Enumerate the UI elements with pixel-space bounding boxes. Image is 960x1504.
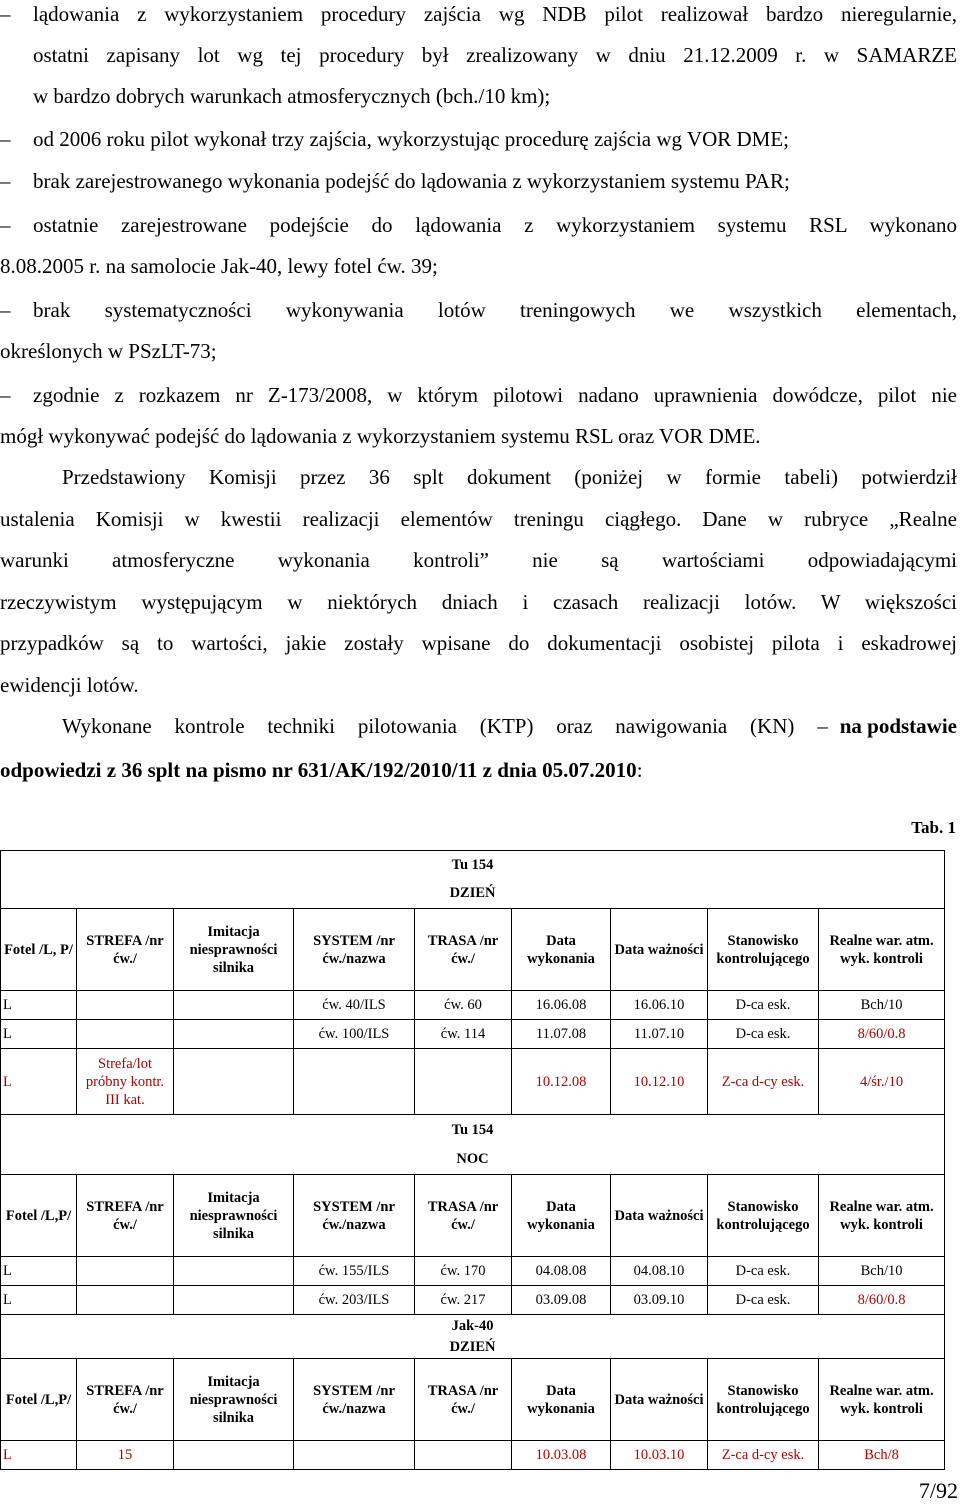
bullet-line: od 2006 roku pilot wykonał trzy zajścia, wykorzystując procedurę zajścia wg VOR DME;: [33, 127, 789, 151]
dash-glyph: –: [0, 213, 11, 237]
header-trasa: TRASA /nr ćw./: [415, 1359, 512, 1441]
cell: [415, 1049, 512, 1115]
header-trasa: TRASA /nr ćw./: [415, 1175, 512, 1257]
bullet-line: lądowania z wykorzystaniem procedury zajścia wg NDB pilot realizował bardzo nieregularnie,: [33, 2, 957, 26]
cell: ćw. 114: [415, 1020, 512, 1049]
header-system: SYSTEM /nr ćw./nazwa: [294, 909, 415, 991]
cell: [294, 1049, 415, 1115]
header-data-waznosci: Data ważności: [611, 1175, 708, 1257]
header-strefa: STREFA /nr ćw./: [77, 909, 174, 991]
cell: L: [1, 1441, 77, 1470]
cell: Z-ca d-cy esk.: [708, 1049, 819, 1115]
cell: 11.07.08: [512, 1020, 611, 1049]
header-realne-war: Realne war. atm. wyk. kontroli: [819, 1175, 945, 1257]
header-data-waznosci: Data ważności: [611, 909, 708, 991]
table-row: [1, 1441, 945, 1470]
bullet-line: w bardzo dobrych warunkach atmosferycznych (bch./10 km);: [33, 84, 551, 108]
cell: [174, 1286, 294, 1315]
header-data-wykonania: Data wykonania: [512, 1175, 611, 1257]
header-row: [1, 1359, 945, 1441]
header-system: SYSTEM /nr ćw./nazwa: [294, 1175, 415, 1257]
cell: [174, 1441, 294, 1470]
cell: [415, 1441, 512, 1470]
cell: 16.06.10: [611, 991, 708, 1020]
bullet-line: określonych w PSzLT-73;: [0, 339, 217, 363]
header-data-wykonania: Data wykonania: [512, 909, 611, 991]
paragraph-line: ewidencji lotów.: [0, 673, 139, 697]
section-aircraft: Tu 154: [1, 1115, 945, 1145]
cell: 03.09.08: [512, 1286, 611, 1315]
cell: Bch/10: [819, 991, 945, 1020]
table-caption: Tab. 1: [911, 818, 956, 837]
cell: [77, 991, 174, 1020]
header-imitacja: Imitacja niesprawności silnika: [174, 909, 294, 991]
paragraph-line: przypadków są to wartości, jakie zostały wpisane do dokumentacji osobistej pilota i eskadrowej: [0, 631, 957, 655]
cell: [174, 1049, 294, 1115]
table-row: [1, 991, 945, 1020]
dash-glyph: –: [0, 2, 11, 26]
bullet-line: ostatnie zarejestrowane podejście do lądowania z wykorzystaniem systemu RSL wykonano: [33, 213, 957, 237]
bullet-line: brak zarejestrowanego wykonania podejść do lądowania z wykorzystaniem systemu PAR;: [33, 169, 790, 193]
cell: ćw. 203/ILS: [294, 1286, 415, 1315]
cell: 16.06.08: [512, 991, 611, 1020]
ktp-colon: :: [636, 758, 643, 782]
cell: 04.08.08: [512, 1257, 611, 1286]
cell: [77, 1020, 174, 1049]
ktp-bold-text: na podstawie: [839, 714, 957, 738]
cell: ćw. 60: [415, 991, 512, 1020]
cell: 10.03.10: [611, 1441, 708, 1470]
cell: 10.03.08: [512, 1441, 611, 1470]
header-fotel: Fotel /L,P/: [1, 1359, 77, 1441]
training-table: [0, 850, 945, 1470]
cell: 11.07.10: [611, 1020, 708, 1049]
ktp-line-1: [62, 714, 957, 739]
cell: [174, 1257, 294, 1286]
header-strefa: STREFA /nr ćw./: [77, 1175, 174, 1257]
table-row: [1, 1020, 945, 1049]
paragraph-line: ustalenia Komisji w kwestii realizacji elementów treningu ciągłego. Dane w rubryce „Realne: [0, 507, 957, 531]
cell: [174, 1020, 294, 1049]
header-realne-war: Realne war. atm. wyk. kontroli: [819, 1359, 945, 1441]
header-trasa: TRASA /nr ćw./: [415, 909, 512, 991]
cell: ćw. 155/ILS: [294, 1257, 415, 1286]
header-stanowisko: Stanowisko kontrolującego: [708, 909, 819, 991]
bullet-line: zgodnie z rozkazem nr Z-173/2008, w którym pilotowi nadano uprawnienia dowódcze, pilot nie: [33, 383, 957, 407]
table-row: [1, 1286, 945, 1315]
cell: [294, 1441, 415, 1470]
header-imitacja: Imitacja niesprawności silnika: [174, 1359, 294, 1441]
bullet-item: [0, 0, 960, 117]
cell: D-ca esk.: [708, 1286, 819, 1315]
cell: L: [1, 1286, 77, 1315]
header-fotel: Fotel /L,P/: [1, 1175, 77, 1257]
cell: 8/60/0.8: [819, 1020, 945, 1049]
cell: D-ca esk.: [708, 1257, 819, 1286]
cell: Strefa/lot próbny kontr. III kat.: [77, 1049, 174, 1115]
header-data-wykonania: Data wykonania: [512, 1359, 611, 1441]
cell: [77, 1257, 174, 1286]
header-row: [1, 1175, 945, 1257]
dash-glyph: –: [0, 383, 11, 407]
section-time: DZIEŃ: [1, 1337, 945, 1359]
section-aircraft: Tu 154: [1, 851, 945, 879]
header-realne-war: Realne war. atm. wyk. kontroli: [819, 909, 945, 991]
dash-glyph: –: [0, 298, 11, 322]
section-time: NOC: [1, 1145, 945, 1175]
cell: D-ca esk.: [708, 1020, 819, 1049]
cell: 10.12.08: [512, 1049, 611, 1115]
header-system: SYSTEM /nr ćw./nazwa: [294, 1359, 415, 1441]
cell: 4/śr./10: [819, 1049, 945, 1115]
cell: L: [1, 1257, 77, 1286]
cell: Bch/8: [819, 1441, 945, 1470]
header-row: [1, 909, 945, 991]
cell: ćw. 170: [415, 1257, 512, 1286]
cell: Z-ca d-cy esk.: [708, 1441, 819, 1470]
paragraph-line: rzeczywistym występującym w niektórych dniach i czasach realizacji lotów. W większości: [0, 590, 957, 614]
cell: 04.08.10: [611, 1257, 708, 1286]
ktp-normal-text: Wykonane kontrole techniki pilotowania (KTP) oraz nawigowania (KN) –: [62, 714, 828, 738]
bullet-line: brak systematyczności wykonywania lotów treningowych we wszystkich elementach,: [33, 298, 957, 322]
cell: [174, 991, 294, 1020]
cell: Bch/10: [819, 1257, 945, 1286]
cell: L: [1, 1020, 77, 1049]
cell: ćw. 100/ILS: [294, 1020, 415, 1049]
header-data-waznosci: Data ważności: [611, 1359, 708, 1441]
cell: L: [1, 991, 77, 1020]
cell: 8/60/0.8: [819, 1286, 945, 1315]
header-fotel: Fotel /L, P/: [1, 909, 77, 991]
header-stanowisko: Stanowisko kontrolującego: [708, 1175, 819, 1257]
bullet-line: 8.08.2005 r. na samolocie Jak-40, lewy fotel ćw. 39;: [0, 254, 438, 278]
bullet-line: ostatni zapisany lot wg tej procedury był zrealizowany w dniu 21.12.2009 r. w SAMARZE: [33, 43, 957, 67]
section-aircraft: Jak-40: [1, 1315, 945, 1337]
dash-glyph: –: [0, 127, 11, 151]
cell: 03.09.10: [611, 1286, 708, 1315]
header-imitacja: Imitacja niesprawności silnika: [174, 1175, 294, 1257]
dash-glyph: –: [0, 169, 11, 193]
cell: [77, 1286, 174, 1315]
page-number: 7/92: [918, 1478, 958, 1503]
cell: L: [1, 1049, 77, 1115]
ktp-line-2: [0, 758, 643, 783]
cell: ćw. 217: [415, 1286, 512, 1315]
ktp-bold-reference: odpowiedzi z 36 splt na pismo nr 631/AK/192/2010/11 z dnia 05.07.2010: [0, 758, 637, 782]
cell: 15: [77, 1441, 174, 1470]
header-strefa: STREFA /nr ćw./: [77, 1359, 174, 1441]
table-row: [1, 1049, 945, 1115]
bullet-line: mógł wykonywać podejść do lądowania z wykorzystaniem systemu RSL oraz VOR DME.: [0, 424, 761, 448]
header-stanowisko: Stanowisko kontrolującego: [708, 1359, 819, 1441]
cell: 10.12.10: [611, 1049, 708, 1115]
paragraph-line: Przedstawiony Komisji przez 36 splt dokument (poniżej w formie tabeli) potwierdził: [62, 465, 957, 489]
paragraph-line: warunki atmosferyczne wykonania kontroli” nie są wartościami odpowiadającymi: [0, 548, 957, 572]
cell: D-ca esk.: [708, 991, 819, 1020]
table-row: [1, 1257, 945, 1286]
cell: ćw. 40/ILS: [294, 991, 415, 1020]
section-time: DZIEŃ: [1, 879, 945, 909]
